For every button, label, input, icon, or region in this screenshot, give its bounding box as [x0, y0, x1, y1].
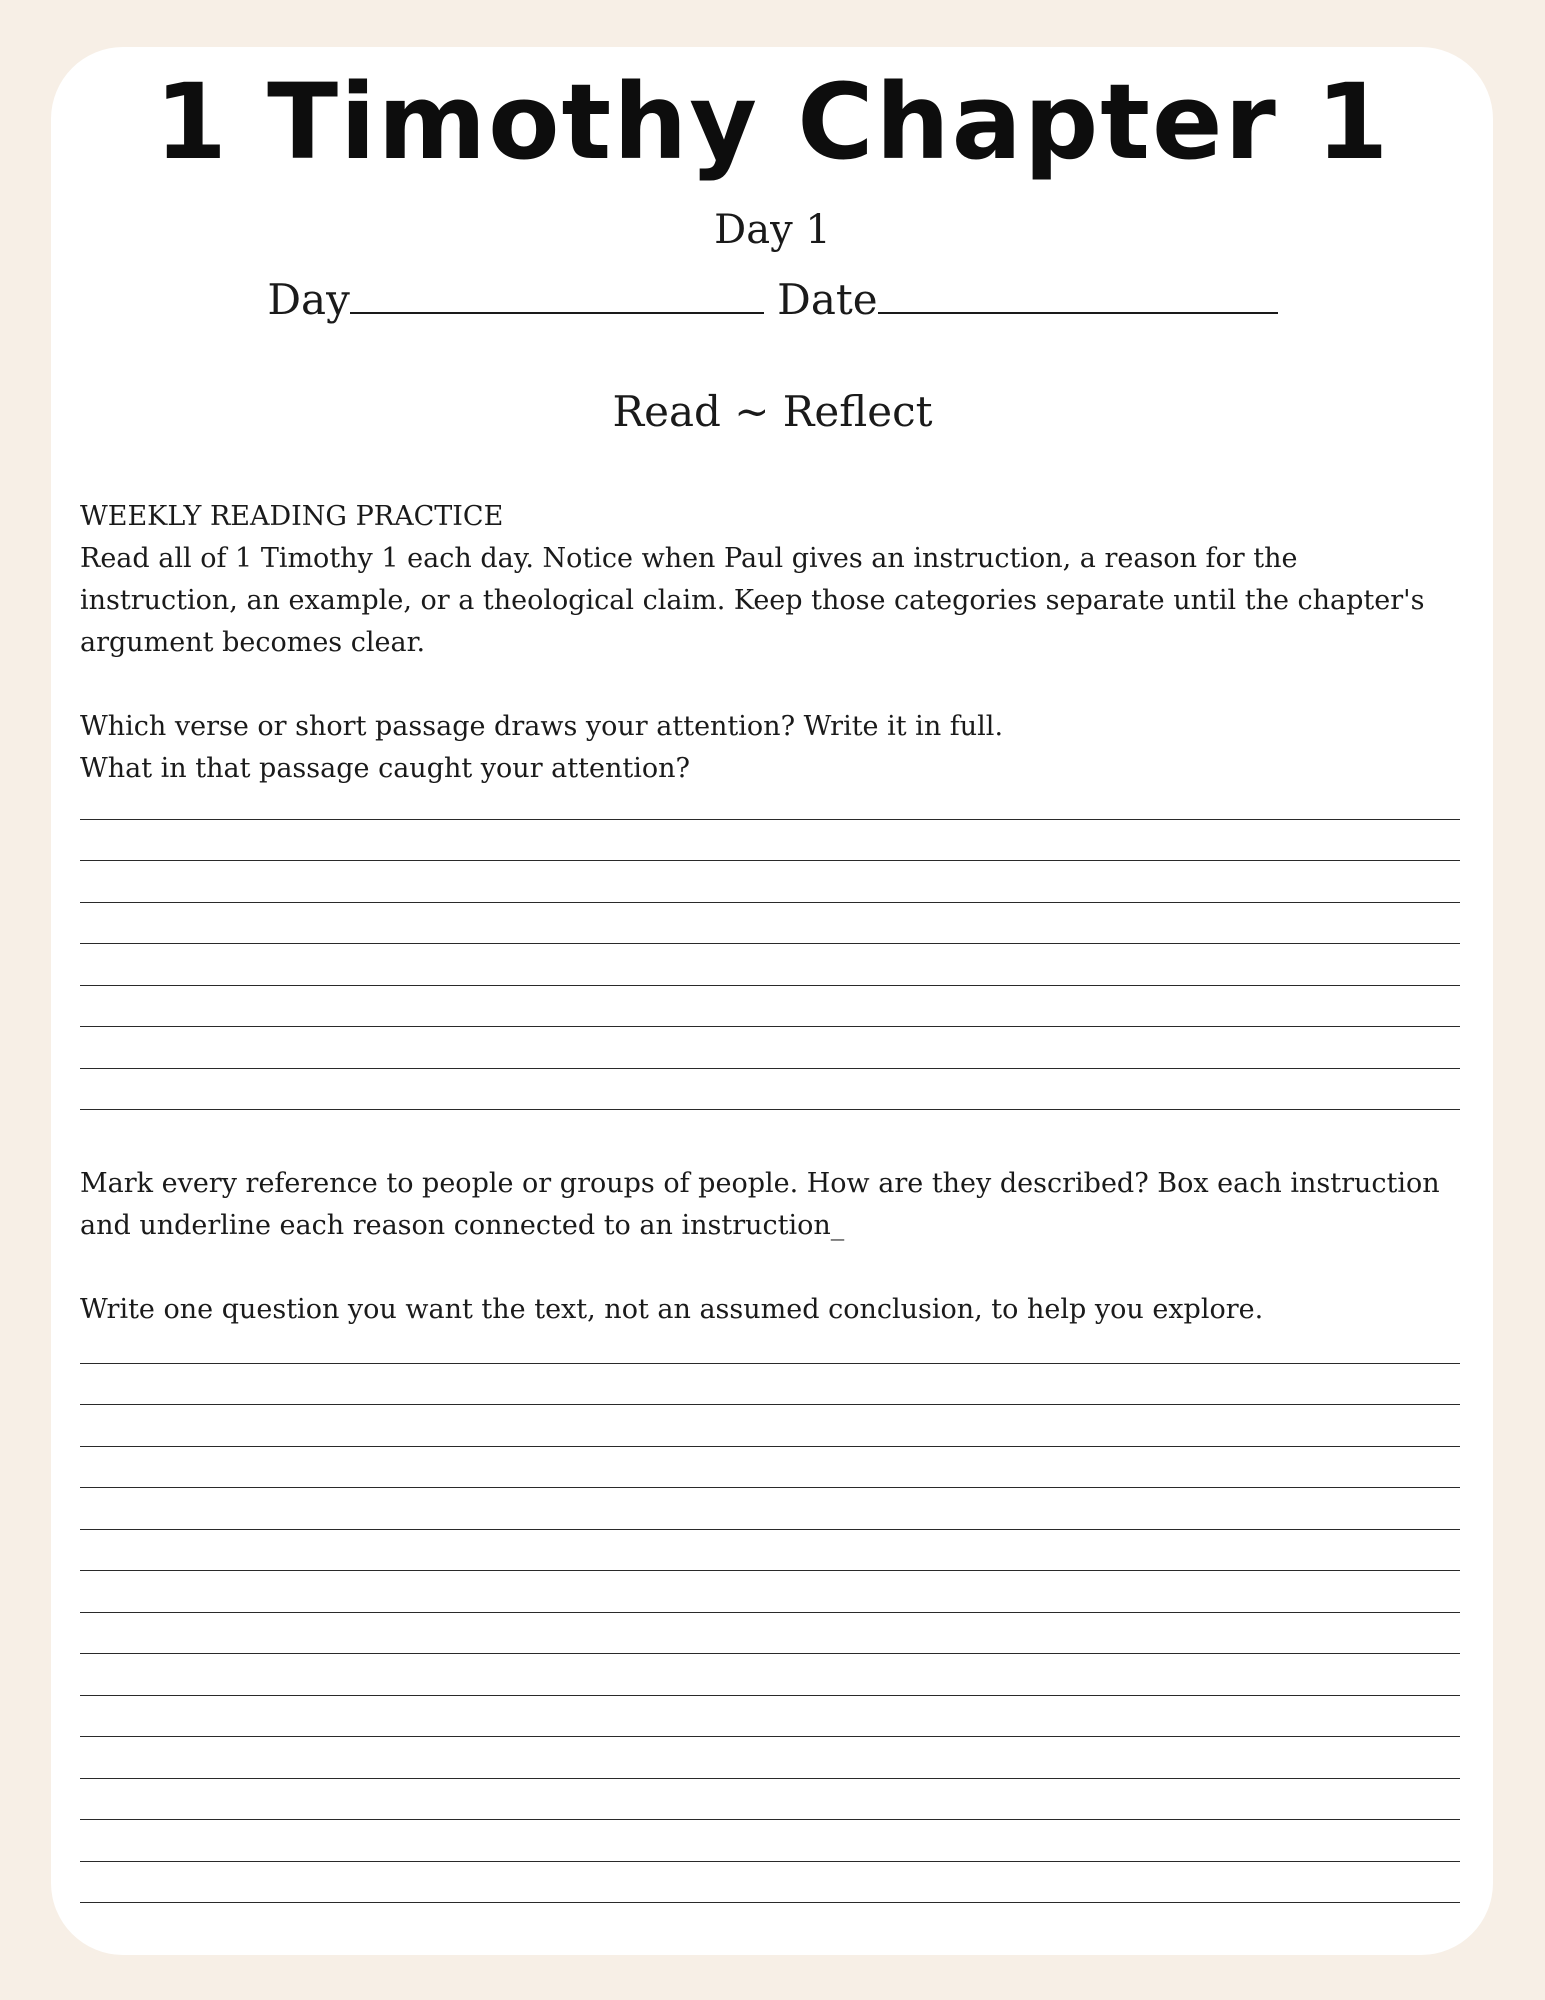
- writing-line[interactable]: [80, 861, 1460, 903]
- section-subtitle: Read ~ Reflect: [612, 387, 933, 436]
- writing-line[interactable]: [80, 1322, 1460, 1364]
- writing-line[interactable]: [80, 1779, 1460, 1821]
- passage-prompt-line-1: Which verse or short passage draws your attention? Write it in full.: [80, 711, 1004, 742]
- writing-line[interactable]: [80, 778, 1460, 820]
- writing-line[interactable]: [80, 1364, 1460, 1406]
- writing-line[interactable]: [80, 1027, 1460, 1069]
- writing-line[interactable]: [80, 1820, 1460, 1862]
- writing-line[interactable]: [80, 1862, 1460, 1904]
- writing-line[interactable]: [80, 1447, 1460, 1489]
- passage-prompt-line-2: What in that passage caught your attention?: [80, 753, 690, 784]
- writing-line[interactable]: [80, 1613, 1460, 1655]
- writing-line[interactable]: [80, 1737, 1460, 1779]
- writing-line[interactable]: [80, 944, 1460, 986]
- date-field-label: Date: [777, 275, 878, 324]
- question-writing-lines: [80, 1322, 1460, 1903]
- passage-writing-lines: [80, 778, 1460, 1110]
- marking-prompt: Mark every reference to people or groups of people. How are they described? Box each instruction and underline each reason connected to an instruction_: [80, 1168, 1440, 1241]
- day-field-label: Day: [267, 275, 350, 324]
- writing-line[interactable]: [80, 1571, 1460, 1613]
- writing-line[interactable]: [80, 1654, 1460, 1696]
- practice-instructions: Read all of 1 Timothy 1 each day. Notice when Paul gives an instruction, a reason for the instruction, an example, or a theological claim. Keep those categories separate until the chapter's argument becomes clear.: [80, 543, 1425, 658]
- question-prompt: Write one question you want the text, not an assumed conclusion, to help you explore.: [80, 1294, 1264, 1325]
- day-field-blank[interactable]: [350, 276, 764, 314]
- writing-line[interactable]: [80, 1405, 1460, 1447]
- day-date-row: [0, 275, 1545, 324]
- practice-heading: WEEKLY READING PRACTICE: [80, 501, 504, 532]
- day-number-label: Day 1: [714, 207, 831, 253]
- writing-line[interactable]: [80, 986, 1460, 1028]
- writing-line[interactable]: [80, 1069, 1460, 1111]
- reading-practice-section: [80, 496, 1460, 664]
- page-title: 1 Timothy Chapter 1: [154, 61, 1391, 183]
- writing-line[interactable]: [80, 1530, 1460, 1572]
- date-field-blank[interactable]: [878, 276, 1278, 314]
- writing-line[interactable]: [80, 1488, 1460, 1530]
- writing-line[interactable]: [80, 820, 1460, 862]
- writing-line[interactable]: [80, 903, 1460, 945]
- writing-line[interactable]: [80, 1696, 1460, 1738]
